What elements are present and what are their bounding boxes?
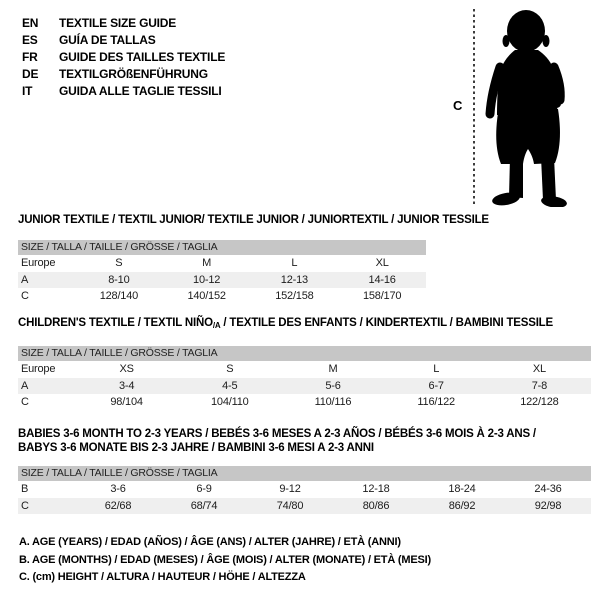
junior-table-title: JUNIOR TEXTILE / TEXTIL JUNIOR/ TEXTILE JUNIOR / JUNIORTEXTIL / JUNIOR TESSILE (18, 214, 489, 226)
cell: 122/128 (520, 396, 559, 408)
cell: 116/122 (417, 396, 455, 408)
cell: 18-24 (448, 483, 476, 495)
table-row (18, 288, 426, 305)
cell: 92/98 (534, 499, 562, 512)
cell: 86/92 (448, 499, 476, 512)
cell: L (433, 363, 440, 375)
language-row-it (22, 83, 225, 100)
cell: 24-36 (534, 483, 562, 495)
cell: XL (375, 257, 389, 269)
language-code: IT (22, 84, 33, 98)
footnote-b: B. AGE (MONTHS) / EDAD (MESES) / ÂGE (MOIS) / ALTER (MONATE) / ETÀ (MESI) (19, 553, 431, 566)
footnote-c: C. (cm) HEIGHT / ALTURA / HAUTEUR / HÖHE / ALTEZZA (19, 571, 306, 583)
language-title: TEXTILE SIZE GUIDE (59, 16, 177, 30)
children-table-section (18, 316, 591, 411)
cell: 98/104 (110, 396, 143, 408)
cell: S (226, 363, 234, 375)
cell: 7-8 (531, 379, 548, 392)
cell: 14-16 (368, 273, 396, 286)
cell: 12-18 (362, 483, 390, 495)
language-row-de (22, 66, 225, 83)
cell: 6-7 (428, 379, 444, 392)
cell: 110/116 (314, 396, 352, 408)
language-header (22, 15, 225, 100)
table-row (18, 481, 591, 498)
cell: 3-6 (110, 483, 126, 495)
footnote-a: A. AGE (YEARS) / EDAD (AÑOS) / ÂGE (ANS) / ALTER (JAHRE) / ETÀ (ANNI) (19, 536, 401, 548)
language-code: ES (22, 33, 38, 47)
table-row (18, 255, 426, 272)
table-row (18, 394, 591, 411)
cell: 5-6 (325, 379, 341, 392)
language-row-en (22, 15, 225, 32)
language-title: GUIDA ALLE TAGLIE TESSILI (59, 84, 222, 98)
cell: 9-12 (279, 483, 301, 495)
row-label: C (21, 499, 29, 512)
cell: S (115, 257, 123, 269)
size-header-bar: SIZE / TALLA / TAILLE / GRÖSSE / TAGLIA (18, 346, 591, 361)
cell: M (328, 363, 338, 375)
height-label-c: C (453, 98, 463, 113)
height-measure-dashed-line (473, 9, 475, 207)
babies-table-title-line2: BABYS 3-6 MONATE BIS 2-3 JAHRE / BAMBINI 3-6 MESI A 2-3 ANNI (18, 442, 374, 454)
children-table-title (18, 316, 591, 333)
table-row (18, 378, 591, 395)
cell: 104/110 (211, 396, 249, 408)
row-label: A (21, 273, 29, 286)
cell: M (202, 257, 212, 269)
cell: 80/86 (362, 499, 390, 512)
language-row-fr (22, 49, 225, 66)
cell: 6-9 (196, 483, 212, 495)
language-title: GUIDE DES TAILLES TEXTILE (59, 50, 226, 64)
junior-table-section (18, 213, 489, 305)
table-row (18, 361, 591, 378)
babies-table-section (18, 427, 591, 514)
cell: 8-10 (108, 273, 130, 286)
row-label: Europe (21, 257, 56, 269)
row-label: B (21, 483, 29, 495)
cell: 74/80 (276, 499, 304, 512)
cell: XL (532, 363, 546, 375)
size-header-bar: SIZE / TALLA / TAILLE / GRÖSSE / TAGLIA (18, 240, 426, 255)
language-code: FR (22, 50, 38, 64)
title-subscript: /A (212, 321, 221, 330)
height-figure (440, 0, 600, 215)
cell: 152/158 (275, 290, 314, 302)
cell: XS (119, 363, 134, 375)
row-label: A (21, 379, 29, 392)
language-code: DE (22, 67, 39, 81)
row-label: C (21, 290, 29, 302)
title-text: / TEXTILE DES ENFANTS / KINDERTEXTIL / BAMBINI TESSILE (220, 317, 553, 329)
language-row-es (22, 32, 225, 49)
row-label: C (21, 396, 29, 408)
table-row (18, 498, 591, 515)
language-code: EN (22, 16, 39, 30)
row-label: Europe (21, 363, 56, 375)
cell: 128/140 (99, 290, 139, 302)
table-row (18, 272, 426, 289)
cell: L (291, 257, 298, 269)
cell: 12-13 (280, 273, 308, 286)
title-text: CHILDREN'S TEXTILE / TEXTIL NIÑO (18, 317, 213, 329)
cell: 3-4 (118, 379, 135, 392)
language-title: TEXTILGRÖßENFÜHRUNG (59, 67, 208, 81)
cell: 68/74 (190, 499, 218, 512)
cell: 140/152 (187, 290, 226, 302)
cell: 4-5 (222, 379, 238, 392)
cell: 62/68 (104, 499, 132, 512)
language-title: GUÍA DE TALLAS (59, 33, 156, 47)
baby-silhouette-icon (482, 7, 572, 207)
size-header-bar: SIZE / TALLA / TAILLE / GRÖSSE / TAGLIA (18, 466, 591, 481)
footnotes (19, 534, 431, 587)
cell: 10-12 (193, 273, 221, 286)
babies-table-title-line1: BABIES 3-6 MONTH TO 2-3 YEARS / BEBÉS 3-6 MESES A 2-3 AÑOS / BÉBÉS 3-6 MOIS À 2-3 ANS / (18, 428, 536, 440)
cell: 158/170 (362, 290, 402, 302)
